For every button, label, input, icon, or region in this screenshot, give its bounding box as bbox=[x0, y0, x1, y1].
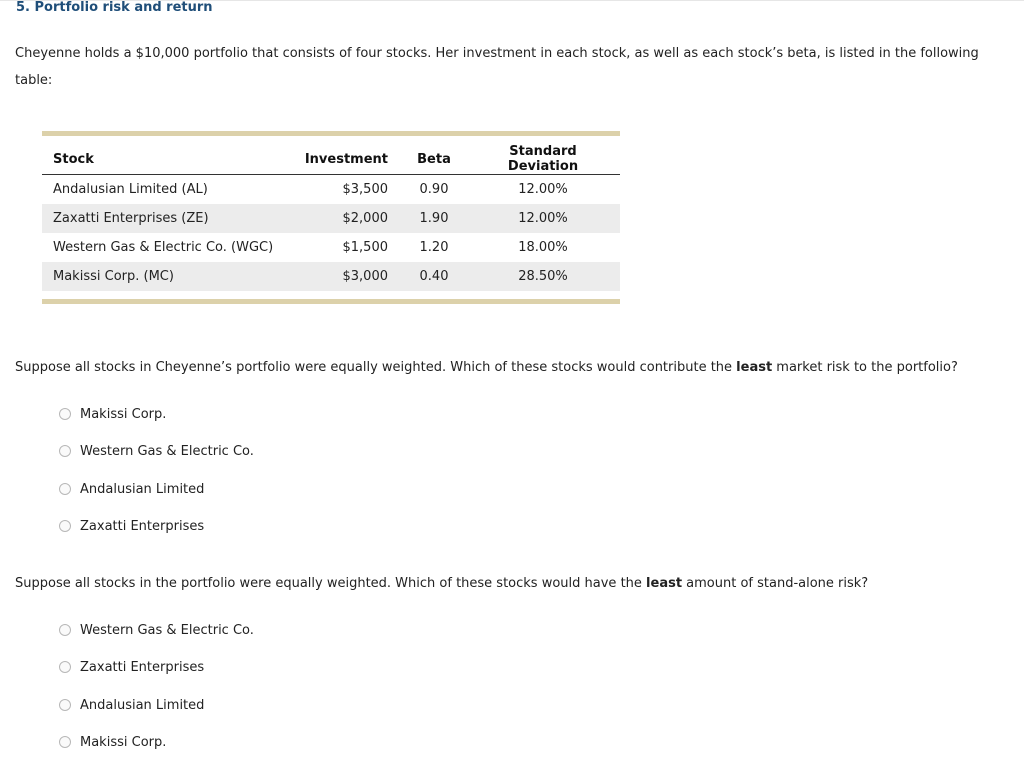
cell-standard-deviation: 12.00% bbox=[466, 204, 620, 233]
cell-stock: Andalusian Limited (AL) bbox=[53, 182, 208, 197]
cell-standard-deviation: 12.00% bbox=[518, 182, 568, 197]
cell-beta: 1.90 bbox=[402, 204, 466, 233]
question-stand-alone-risk bbox=[15, 576, 868, 592]
header-standard-deviation: Standard Deviation bbox=[466, 144, 620, 175]
cell-stock: Western Gas & Electric Co. (WGC) bbox=[53, 240, 274, 255]
radio-button[interactable] bbox=[59, 699, 71, 711]
cell-stock: Zaxatti Enterprises (ZE) bbox=[42, 204, 289, 233]
radio-button[interactable] bbox=[59, 520, 71, 532]
option-label: Zaxatti Enterprises bbox=[80, 659, 205, 675]
option-label: Makissi Corp. bbox=[80, 406, 167, 422]
q1-option-zaxatti[interactable] bbox=[59, 518, 204, 534]
intro-text: Cheyenne holds a $10,000 portfolio that consists of four stocks. Her investment in each stock, as well as each stock’s beta, is listed in the following table: bbox=[15, 46, 979, 88]
cell-investment: $3,500 bbox=[342, 182, 388, 197]
radio-button[interactable] bbox=[59, 736, 71, 748]
option-label: Zaxatti Enterprises bbox=[80, 518, 205, 534]
radio-button[interactable] bbox=[59, 408, 71, 420]
option-label: Western Gas & Electric Co. bbox=[80, 622, 254, 638]
cell-beta: 0.40 bbox=[402, 262, 466, 291]
cell-beta: 1.20 bbox=[419, 240, 449, 255]
question-text: Suppose all stocks in the portfolio were equally weighted. Which of these stocks would have the bbox=[15, 576, 647, 591]
table-row bbox=[42, 233, 620, 262]
option-label: Makissi Corp. bbox=[80, 734, 167, 750]
q2-option-makissi[interactable] bbox=[59, 734, 166, 750]
table-header-row bbox=[42, 144, 620, 175]
stock-table bbox=[42, 144, 620, 291]
table-row bbox=[42, 175, 620, 205]
question-emphasis: least bbox=[646, 576, 683, 591]
q1-option-western-gas[interactable] bbox=[59, 443, 254, 459]
section-title: 5. Portfolio risk and return bbox=[16, 0, 213, 15]
radio-button[interactable] bbox=[59, 445, 71, 457]
header-investment: Investment bbox=[289, 144, 402, 175]
radio-button[interactable] bbox=[59, 624, 71, 636]
option-label: Andalusian Limited bbox=[80, 481, 205, 497]
cell-investment: $1,500 bbox=[342, 240, 388, 255]
header-stock: Stock bbox=[42, 144, 289, 175]
header-beta: Beta bbox=[402, 144, 466, 175]
cell-standard-deviation: 28.50% bbox=[466, 262, 620, 291]
table-row bbox=[42, 262, 620, 291]
stock-table-container bbox=[42, 131, 620, 304]
question-text: Suppose all stocks in Cheyenne’s portfolio were equally weighted. Which of these stocks would contribute the bbox=[15, 360, 737, 375]
option-label: Andalusian Limited bbox=[80, 697, 205, 713]
table-row bbox=[42, 204, 620, 233]
question-text: market risk to the portfolio? bbox=[772, 360, 958, 375]
q2-option-andalusian[interactable] bbox=[59, 697, 204, 713]
cell-beta: 0.90 bbox=[419, 182, 449, 197]
question-emphasis: least bbox=[736, 360, 773, 375]
radio-button[interactable] bbox=[59, 483, 71, 495]
radio-button[interactable] bbox=[59, 661, 71, 673]
cell-stock: Makissi Corp. (MC) bbox=[42, 262, 289, 291]
cell-investment: $3,000 bbox=[289, 262, 402, 291]
cell-standard-deviation: 18.00% bbox=[518, 240, 568, 255]
q1-option-andalusian[interactable] bbox=[59, 481, 204, 497]
cell-investment: $2,000 bbox=[289, 204, 402, 233]
q2-option-zaxatti[interactable] bbox=[59, 659, 204, 675]
q2-option-western-gas[interactable] bbox=[59, 622, 254, 638]
question-market-risk bbox=[15, 360, 958, 376]
option-label: Western Gas & Electric Co. bbox=[80, 443, 254, 459]
q1-option-makissi[interactable] bbox=[59, 406, 166, 422]
question-text: amount of stand-alone risk? bbox=[682, 576, 869, 591]
